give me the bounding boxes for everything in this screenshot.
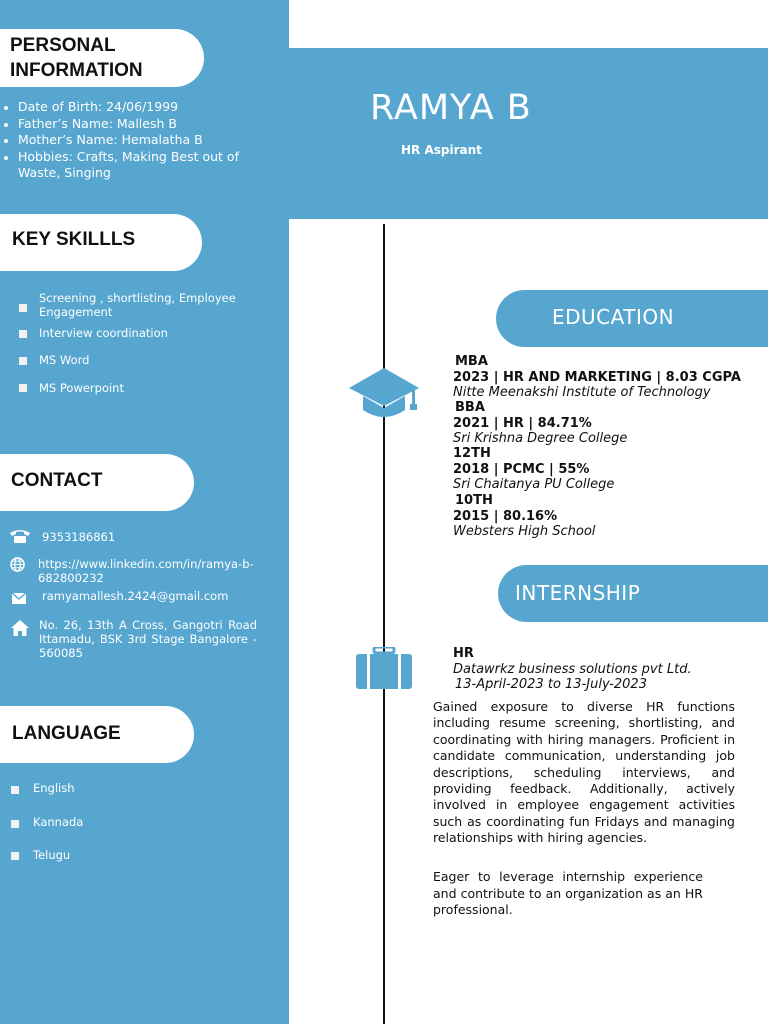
education-detail: 2021 | HR | 84.71% [453,415,592,431]
internship-dates: 13-April-2023 to 13-July-2023 [455,677,647,692]
bullet-icon [4,106,8,110]
education-entry-mba [453,354,741,401]
square-bullet-icon [11,786,19,794]
bullet-icon [4,123,8,127]
square-bullet-icon [11,820,19,828]
internship-role: HR [453,646,474,661]
language-item: Kannada [33,815,84,829]
internship-company: Datawrkz business solutions pvt Ltd. [453,662,692,677]
education-degree: 12TH [453,446,491,461]
education-detail: 2023 | HR AND MARKETING | 8.03 CGPA [453,369,741,385]
personal-info-title [10,33,143,83]
language-item: Telugu [33,848,71,862]
education-entry-12th [453,446,614,493]
education-school: Sri Krishna Degree College [453,431,628,446]
education-detail: 2015 | 80.16% [453,508,558,524]
education-detail: 2018 | PCMC | 55% [453,461,590,477]
internship-description: Gained exposure to diverse HR functions including resume screening, shortlisting, and coordinating with hiring managers. Proficient in candidate communication, understanding job descriptions, scheduling interviews, and providing feedback. Additionally, actively involved in employee engagement activities such as coordinating fun Fridays and managing relationships with hiring agencies. [433,699,735,846]
personal-info-title-line2: INFORMATION [10,60,143,81]
education-degree: 10TH [455,493,493,508]
square-bullet-icon [19,304,27,312]
briefcase-icon [356,647,412,689]
language-item: English [33,781,75,795]
graduation-cap-icon [349,368,419,424]
timeline-line [383,224,385,1024]
internship-closing: Eager to leverage internship experience and contribute to an organization as an HR professional. [433,869,703,918]
personal-info-item [18,99,263,116]
contact-email[interactable]: ramyamallesh.2424@gmail.com [42,589,229,603]
globe-icon [10,557,25,572]
education-degree: MBA [455,354,488,369]
personal-info-dob: Date of Birth: 24/06/1999 [18,99,179,114]
phone-icon [9,528,31,544]
square-bullet-icon [19,357,27,365]
skill-item: MS Powerpoint [39,381,124,395]
contact-address: No. 26, 13th A Cross, Gangotri Road Ittamadu, BSK 3rd Stage Bangalore - 560085 [39,618,257,660]
key-skills-title: KEY SKILLLS [12,229,136,250]
personal-info-father: Father’s Name: Mallesh B [18,115,177,131]
contact-title: CONTACT [11,470,103,491]
personal-info-mother: Mother’s Name: Hemalatha B [18,132,203,147]
skill-item: Screening , shortlisting, Employee Engagement [39,291,236,319]
bullet-icon [4,156,8,160]
square-bullet-icon [11,852,19,860]
skill-item: Interview coordination [39,326,168,340]
education-entry-10th [453,493,595,540]
personal-info-list [18,99,263,182]
personal-info-item [18,132,263,149]
education-school: Websters High School [453,524,596,539]
skill-item: MS Word [39,353,90,367]
education-entry-bba [453,400,627,447]
home-icon [11,620,29,636]
education-title: EDUCATION [552,305,675,329]
contact-linkedin[interactable]: https://www.linkedin.com/in/ramya-b-682800232 [38,557,254,585]
personal-info-item [18,149,263,182]
education-school: Sri Chaitanya PU College [453,477,615,492]
square-bullet-icon [19,384,27,392]
personal-info-item [18,116,263,133]
language-title: LANGUAGE [12,723,121,744]
name-header [289,48,768,219]
personal-info-hobbies: Hobbies: Crafts, Making Best out of Waste, Singing [18,148,239,180]
education-school: Nitte Meenakshi Institute of Technology [453,385,711,400]
internship-title: INTERNSHIP [515,581,641,605]
square-bullet-icon [19,330,27,338]
candidate-role: HR Aspirant [401,143,482,157]
mail-icon [12,593,26,604]
education-degree: BBA [455,400,485,415]
candidate-name: RAMYA B [370,88,532,128]
contact-phone[interactable]: 9353186861 [42,530,116,544]
personal-info-title-line1: PERSONAL [10,35,116,56]
bullet-icon [4,139,8,143]
